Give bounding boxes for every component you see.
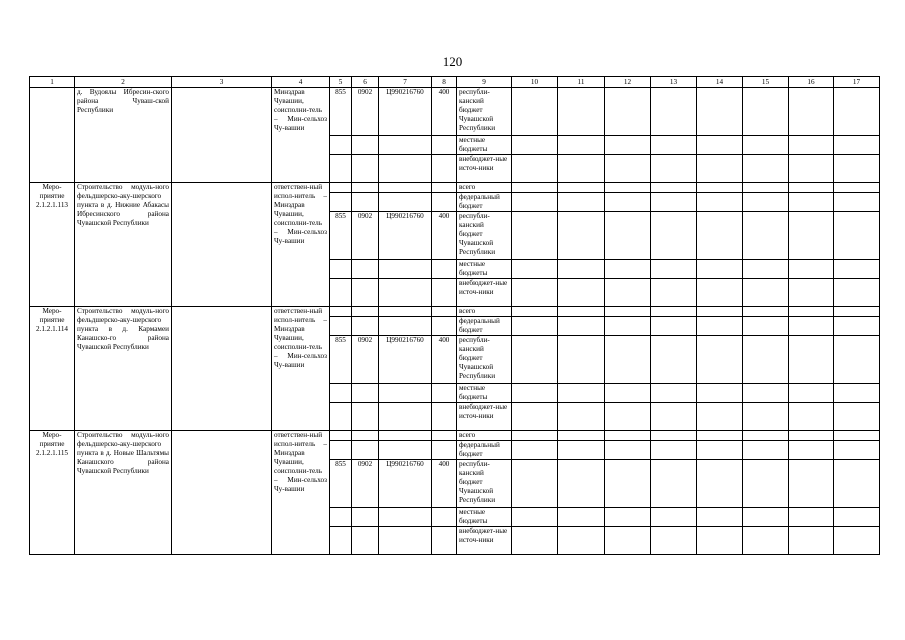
blank-cell xyxy=(379,317,432,336)
source-cell: федеральный бюджет xyxy=(457,317,512,336)
source-cell: федеральный бюджет xyxy=(457,441,512,460)
blank-cell xyxy=(789,508,834,527)
blank-cell xyxy=(558,431,605,441)
code-cell: Ц990216760 xyxy=(379,212,432,260)
blank-cell xyxy=(379,508,432,527)
executor-cell: ответствен-ный испол-нитель – Минздрав Чувашии, соисполни-тель – Мин-сельхоз Чу-вашии xyxy=(272,183,330,307)
blank-cell xyxy=(558,508,605,527)
blank-cell xyxy=(558,279,605,307)
blank-cell xyxy=(432,317,457,336)
measure-cell: Меро-приятие 2.1.2.1.114 xyxy=(30,307,75,431)
blank-cell xyxy=(605,317,651,336)
code-cell: 400 xyxy=(432,88,457,136)
code-cell: 0902 xyxy=(352,460,379,508)
blank-cell xyxy=(432,508,457,527)
blank-cell xyxy=(743,260,789,279)
column-header: 15 xyxy=(743,77,789,88)
column-header: 7 xyxy=(379,77,432,88)
blank-cell xyxy=(512,336,558,384)
column-header: 12 xyxy=(605,77,651,88)
code-cell: Ц990216760 xyxy=(379,88,432,136)
blank-cell xyxy=(743,384,789,403)
blank-cell xyxy=(697,193,743,212)
blank-cell xyxy=(379,441,432,460)
blank-cell xyxy=(697,88,743,136)
source-cell: республи-канский бюджет Чувашской Республики xyxy=(457,88,512,136)
blank-cell xyxy=(558,260,605,279)
blank-cell xyxy=(743,527,789,555)
blank-cell xyxy=(743,431,789,441)
executor-cell: ответствен-ный испол-нитель – Минздрав Чувашии, соисполни-тель – Мин-сельхоз Чу-вашии xyxy=(272,307,330,431)
blank-cell xyxy=(651,527,697,555)
blank-cell xyxy=(432,136,457,155)
code-cell: 400 xyxy=(432,460,457,508)
blank-cell xyxy=(379,193,432,212)
blank-cell xyxy=(743,403,789,431)
blank-cell xyxy=(651,441,697,460)
blank-cell xyxy=(432,183,457,193)
code-cell: 0902 xyxy=(352,336,379,384)
blank-cell xyxy=(651,279,697,307)
blank-cell xyxy=(605,212,651,260)
blank-cell xyxy=(558,317,605,336)
blank-cell xyxy=(512,279,558,307)
blank-cell xyxy=(789,212,834,260)
measure-cell xyxy=(30,88,75,183)
column-header: 6 xyxy=(352,77,379,88)
executor-cell: ответствен-ный испол-нитель – Минздрав Чувашии, соисполни-тель – Мин-сельхоз Чу-вашии xyxy=(272,431,330,555)
blank-cell xyxy=(605,88,651,136)
blank-cell xyxy=(605,279,651,307)
blank-cell xyxy=(512,193,558,212)
blank-cell xyxy=(651,183,697,193)
blank-cell xyxy=(651,136,697,155)
title-cell: Строительство модуль-ного фельдшерско-аку-шерского пункта в д. Кармамеи Канашско-го района Чувашской Республики xyxy=(75,307,172,431)
blank-cell xyxy=(743,441,789,460)
column-header: 13 xyxy=(651,77,697,88)
column-header: 16 xyxy=(789,77,834,88)
blank-cell xyxy=(697,384,743,403)
blank-cell xyxy=(558,155,605,183)
blank-cell xyxy=(651,260,697,279)
blank-cell xyxy=(789,279,834,307)
blank-cell xyxy=(743,155,789,183)
blank-cell xyxy=(789,317,834,336)
blank-cell xyxy=(834,460,880,508)
blank-cell xyxy=(743,136,789,155)
blank-cell xyxy=(605,336,651,384)
table-row xyxy=(30,307,880,317)
blank-cell xyxy=(512,212,558,260)
blank-cell xyxy=(651,336,697,384)
source-cell: местные бюджеты xyxy=(457,508,512,527)
blank-cell xyxy=(651,193,697,212)
empty-cell xyxy=(172,88,272,183)
blank-cell xyxy=(605,384,651,403)
source-cell: местные бюджеты xyxy=(457,260,512,279)
blank-cell xyxy=(330,384,352,403)
blank-cell xyxy=(605,431,651,441)
blank-cell xyxy=(379,136,432,155)
blank-cell xyxy=(789,260,834,279)
code-cell: 0902 xyxy=(352,88,379,136)
column-header: 4 xyxy=(272,77,330,88)
blank-cell xyxy=(789,336,834,384)
blank-cell xyxy=(352,193,379,212)
measure-cell: Меро-приятие 2.1.2.1.115 xyxy=(30,431,75,555)
blank-cell xyxy=(743,460,789,508)
code-cell: 400 xyxy=(432,336,457,384)
blank-cell xyxy=(432,431,457,441)
blank-cell xyxy=(432,384,457,403)
blank-cell xyxy=(379,279,432,307)
column-header: 17 xyxy=(834,77,880,88)
blank-cell xyxy=(697,136,743,155)
blank-cell xyxy=(834,403,880,431)
blank-cell xyxy=(834,431,880,441)
blank-cell xyxy=(379,260,432,279)
source-cell: внебюджет-ные источ-ники xyxy=(457,155,512,183)
blank-cell xyxy=(330,155,352,183)
blank-cell xyxy=(558,460,605,508)
blank-cell xyxy=(789,431,834,441)
blank-cell xyxy=(743,193,789,212)
header-row xyxy=(30,77,880,88)
blank-cell xyxy=(834,384,880,403)
executor-cell: Минздрав Чувашии, соисполни-тель – Мин-сельхоз Чу-вашии xyxy=(272,88,330,183)
blank-cell xyxy=(512,317,558,336)
blank-cell xyxy=(512,307,558,317)
blank-cell xyxy=(558,136,605,155)
blank-cell xyxy=(432,155,457,183)
blank-cell xyxy=(743,336,789,384)
blank-cell xyxy=(512,136,558,155)
source-cell: внебюджет-ные источ-ники xyxy=(457,279,512,307)
blank-cell xyxy=(558,307,605,317)
column-header: 5 xyxy=(330,77,352,88)
blank-cell xyxy=(789,460,834,508)
blank-cell xyxy=(605,527,651,555)
blank-cell xyxy=(789,155,834,183)
blank-cell xyxy=(558,183,605,193)
blank-cell xyxy=(605,183,651,193)
source-cell: всего xyxy=(457,183,512,193)
blank-cell xyxy=(834,279,880,307)
blank-cell xyxy=(743,317,789,336)
code-cell: 0902 xyxy=(352,212,379,260)
blank-cell xyxy=(330,260,352,279)
source-cell: местные бюджеты xyxy=(457,136,512,155)
blank-cell xyxy=(743,307,789,317)
blank-cell xyxy=(512,460,558,508)
blank-cell xyxy=(605,441,651,460)
blank-cell xyxy=(605,460,651,508)
source-cell: федеральный бюджет xyxy=(457,193,512,212)
blank-cell xyxy=(352,279,379,307)
blank-cell xyxy=(651,88,697,136)
blank-cell xyxy=(697,279,743,307)
blank-cell xyxy=(512,508,558,527)
blank-cell xyxy=(352,155,379,183)
code-cell: 855 xyxy=(330,88,352,136)
blank-cell xyxy=(789,384,834,403)
blank-cell xyxy=(651,317,697,336)
blank-cell xyxy=(330,403,352,431)
blank-cell xyxy=(330,441,352,460)
blank-cell xyxy=(697,441,743,460)
code-cell: Ц990216760 xyxy=(379,336,432,384)
title-cell: д. Вудоялы Ибресин-ского района Чуваш-ской Республики xyxy=(75,88,172,183)
blank-cell xyxy=(512,431,558,441)
blank-cell xyxy=(352,183,379,193)
blank-cell xyxy=(330,431,352,441)
blank-cell xyxy=(789,183,834,193)
blank-cell xyxy=(330,136,352,155)
blank-cell xyxy=(352,527,379,555)
blank-cell xyxy=(651,384,697,403)
blank-cell xyxy=(697,317,743,336)
source-cell: республи-канский бюджет Чувашской Республики xyxy=(457,336,512,384)
source-cell: внебюджет-ные источ-ники xyxy=(457,527,512,555)
blank-cell xyxy=(697,183,743,193)
blank-cell xyxy=(379,183,432,193)
column-header: 2 xyxy=(75,77,172,88)
blank-cell xyxy=(330,508,352,527)
blank-cell xyxy=(834,527,880,555)
blank-cell xyxy=(697,336,743,384)
blank-cell xyxy=(605,307,651,317)
blank-cell xyxy=(834,307,880,317)
blank-cell xyxy=(834,260,880,279)
blank-cell xyxy=(512,403,558,431)
blank-cell xyxy=(834,183,880,193)
title-cell: Строительство модуль-ного фельдшерско-аку-шерского пункта в д. Новые Шальтямы Канашского района Чувашской Республики xyxy=(75,431,172,555)
blank-cell xyxy=(432,441,457,460)
blank-cell xyxy=(834,136,880,155)
blank-cell xyxy=(352,403,379,431)
blank-cell xyxy=(352,317,379,336)
blank-cell xyxy=(789,88,834,136)
blank-cell xyxy=(330,279,352,307)
blank-cell xyxy=(605,260,651,279)
blank-cell xyxy=(834,193,880,212)
blank-cell xyxy=(352,307,379,317)
blank-cell xyxy=(651,307,697,317)
blank-cell xyxy=(697,460,743,508)
blank-cell xyxy=(512,88,558,136)
blank-cell xyxy=(352,260,379,279)
blank-cell xyxy=(558,527,605,555)
blank-cell xyxy=(512,183,558,193)
blank-cell xyxy=(379,403,432,431)
blank-cell xyxy=(651,403,697,431)
column-header: 9 xyxy=(457,77,512,88)
code-cell: 855 xyxy=(330,460,352,508)
blank-cell xyxy=(651,431,697,441)
code-cell: 855 xyxy=(330,212,352,260)
blank-cell xyxy=(512,527,558,555)
blank-cell xyxy=(697,212,743,260)
blank-cell xyxy=(743,88,789,136)
blank-cell xyxy=(834,508,880,527)
blank-cell xyxy=(789,527,834,555)
blank-cell xyxy=(330,193,352,212)
blank-cell xyxy=(379,527,432,555)
blank-cell xyxy=(558,212,605,260)
blank-cell xyxy=(352,136,379,155)
blank-cell xyxy=(743,279,789,307)
source-cell: всего xyxy=(457,307,512,317)
page-number: 120 xyxy=(442,54,463,69)
blank-cell xyxy=(512,441,558,460)
empty-cell xyxy=(172,431,272,555)
blank-cell xyxy=(379,307,432,317)
blank-cell xyxy=(743,212,789,260)
blank-cell xyxy=(743,508,789,527)
source-cell: внебюджет-ные источ-ники xyxy=(457,403,512,431)
blank-cell xyxy=(512,260,558,279)
blank-cell xyxy=(432,279,457,307)
blank-cell xyxy=(558,441,605,460)
source-cell: республи-канский бюджет Чувашской Республики xyxy=(457,460,512,508)
table-row xyxy=(30,183,880,193)
blank-cell xyxy=(605,403,651,431)
blank-cell xyxy=(789,441,834,460)
blank-cell xyxy=(330,183,352,193)
blank-cell xyxy=(834,212,880,260)
blank-cell xyxy=(697,307,743,317)
blank-cell xyxy=(834,336,880,384)
table-row xyxy=(30,88,880,136)
blank-cell xyxy=(558,403,605,431)
blank-cell xyxy=(789,403,834,431)
blank-cell xyxy=(352,508,379,527)
column-header: 3 xyxy=(172,77,272,88)
source-cell: всего xyxy=(457,431,512,441)
blank-cell xyxy=(379,384,432,403)
blank-cell xyxy=(743,183,789,193)
blank-cell xyxy=(697,508,743,527)
blank-cell xyxy=(379,431,432,441)
blank-cell xyxy=(834,317,880,336)
blank-cell xyxy=(605,193,651,212)
code-cell: 855 xyxy=(330,336,352,384)
blank-cell xyxy=(512,384,558,403)
table-row xyxy=(30,431,880,441)
blank-cell xyxy=(379,155,432,183)
empty-cell xyxy=(172,183,272,307)
blank-cell xyxy=(432,527,457,555)
source-cell: местные бюджеты xyxy=(457,384,512,403)
blank-cell xyxy=(432,403,457,431)
column-header: 8 xyxy=(432,77,457,88)
blank-cell xyxy=(651,508,697,527)
blank-cell xyxy=(697,527,743,555)
column-header: 1 xyxy=(30,77,75,88)
blank-cell xyxy=(651,212,697,260)
blank-cell xyxy=(512,155,558,183)
blank-cell xyxy=(651,460,697,508)
blank-cell xyxy=(352,441,379,460)
blank-cell xyxy=(697,403,743,431)
blank-cell xyxy=(697,431,743,441)
blank-cell xyxy=(834,441,880,460)
program-table xyxy=(29,76,880,555)
blank-cell xyxy=(432,193,457,212)
blank-cell xyxy=(352,431,379,441)
blank-cell xyxy=(558,336,605,384)
blank-cell xyxy=(432,260,457,279)
measure-cell: Меро-приятие 2.1.2.1.113 xyxy=(30,183,75,307)
blank-cell xyxy=(834,155,880,183)
blank-cell xyxy=(697,155,743,183)
blank-cell xyxy=(558,193,605,212)
code-cell: 400 xyxy=(432,212,457,260)
source-cell: республи-канский бюджет Чувашской Республики xyxy=(457,212,512,260)
blank-cell xyxy=(330,307,352,317)
blank-cell xyxy=(697,260,743,279)
blank-cell xyxy=(605,155,651,183)
blank-cell xyxy=(789,193,834,212)
column-header: 11 xyxy=(558,77,605,88)
blank-cell xyxy=(651,155,697,183)
blank-cell xyxy=(605,136,651,155)
code-cell: Ц990216760 xyxy=(379,460,432,508)
blank-cell xyxy=(330,317,352,336)
blank-cell xyxy=(789,136,834,155)
column-header: 14 xyxy=(697,77,743,88)
blank-cell xyxy=(432,307,457,317)
blank-cell xyxy=(330,527,352,555)
column-header: 10 xyxy=(512,77,558,88)
blank-cell xyxy=(558,384,605,403)
blank-cell xyxy=(605,508,651,527)
blank-cell xyxy=(789,307,834,317)
blank-cell xyxy=(558,88,605,136)
blank-cell xyxy=(834,88,880,136)
blank-cell xyxy=(352,384,379,403)
empty-cell xyxy=(172,307,272,431)
title-cell: Строительство модуль-ного фельдшерско-аку-шерского пункта в д. Нижние Абакасы Ибресинского района Чувашской Республики xyxy=(75,183,172,307)
